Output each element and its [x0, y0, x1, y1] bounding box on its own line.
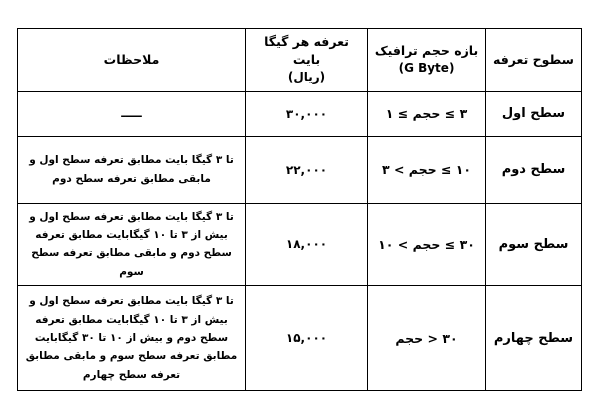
- column-header-price: [246, 29, 368, 92]
- cell-level: سطح اول: [486, 91, 582, 136]
- cell-level: سطح چهارم: [486, 286, 582, 391]
- table-body: [18, 91, 582, 391]
- cell-notes: تا ۳ گیگا بایت مطابق تعرفه سطح اول و بیش از ۳ تا ۱۰ گیگابایت مطابق تعرفه سطح دوم و مابقی مطابق تعرفه سطح سوم: [18, 203, 246, 286]
- cell-notes: تا ۳ گیگا بایت مطابق تعرفه سطح اول و مابقی مطابق تعرفه سطح دوم: [18, 136, 246, 203]
- cell-range: ۱۰ ≥ حجم > ۳: [368, 136, 486, 203]
- cell-range: ۳۰ < حجم: [368, 286, 486, 391]
- cell-price: ۲۲,۰۰۰: [246, 136, 368, 203]
- table-row: [18, 91, 582, 136]
- column-header-price-line2: (ریال): [287, 70, 326, 85]
- column-header-notes: ملاحظات: [18, 29, 246, 92]
- column-header-level: سطوح تعرفه: [486, 29, 582, 92]
- table-row: [18, 286, 582, 391]
- table-row: [18, 203, 582, 286]
- cell-range: ۳ ≥ حجم ≥ ۱: [368, 91, 486, 136]
- cell-level: سطح دوم: [486, 136, 582, 203]
- column-header-range-line2: (G Byte): [398, 61, 455, 76]
- cell-price: ۳۰,۰۰۰: [246, 91, 368, 136]
- column-header-range-line1: بازه حجم ترافیک: [374, 43, 479, 59]
- tariff-table: [17, 28, 582, 391]
- column-header-range: [368, 29, 486, 92]
- column-header-price-line1: تعرفه هر گیگا بایت: [264, 34, 349, 68]
- table-row: [18, 136, 582, 203]
- cell-price: ۱۵,۰۰۰: [246, 286, 368, 391]
- table-header-row: [18, 29, 582, 92]
- cell-range: ۳۰ ≥ حجم > ۱۰: [368, 203, 486, 286]
- cell-price: ۱۸,۰۰۰: [246, 203, 368, 286]
- cell-notes: ـــــ: [18, 91, 246, 136]
- cell-level: سطح سوم: [486, 203, 582, 286]
- table-header: [18, 29, 582, 92]
- cell-notes: تا ۳ گیگا بایت مطابق تعرفه سطح اول و بیش از ۳ تا ۱۰ گیگابایت مطابق تعرفه سطح دوم و بیش از ۱۰ تا ۳۰ گیگابایت مطابق تعرفه سطح سوم و مابقی مطابق تعرفه سطح چهارم: [18, 286, 246, 391]
